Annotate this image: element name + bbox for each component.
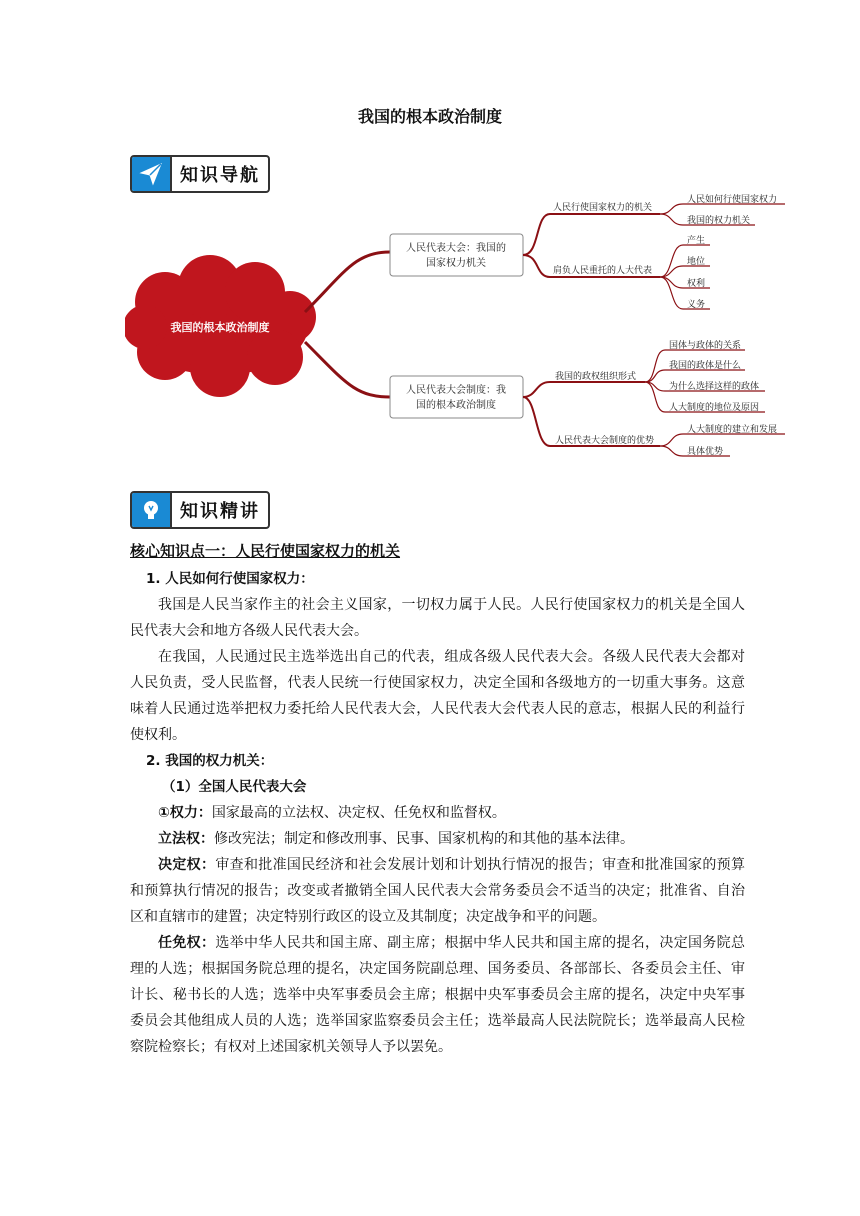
mindmap-leaf: 产生 xyxy=(687,236,706,246)
mindmap-leaf: 人民如何行使国家权力 xyxy=(687,195,778,205)
term-legislative: 立法权： xyxy=(158,831,214,847)
term-appointment: 任免权： xyxy=(158,935,216,951)
paragraph-legislative xyxy=(130,826,745,852)
paragraph-2: 在我国，人民通过民主选举选出自己的代表，组成各级人民代表大会。各级人民代表大会都对人民负责，受人民监督，代表人民统一行使国家权力，决定全国和各级地方的一切重大事务。这意味着人民通过选举把权力委托给人民代表大会，人民代表大会代表人民的意志，根据人民的利益行使权利。 xyxy=(130,649,745,743)
mindmap-leaf: 具体优势 xyxy=(687,447,724,457)
mindmap-b1-sub2: 肩负人民重托的人大代表 xyxy=(553,266,653,276)
mindmap-b1-sub1: 人民行使国家权力的机关 xyxy=(553,203,653,213)
text-appointment: 选举中华人民共和国主席、副主席；根据中华人民共和国主席的提名，决定国务院总理的人选；根据国务院总理的提名，决定国务院副总理、国务委员、各部部长、各委员会主任、审计长、秘书长的人选；选举中央军事委员会主席；根据中央军事委员会主席的提名，决定中央军事委员会其他组成人员的人选；选举国家监察委员会主任；选举最高人民法院院长；选举最高人民检察院检察长；有权对上述国家机关领导人予以罢免。 xyxy=(130,935,746,1055)
mind-map xyxy=(125,192,790,472)
mindmap-branch-1-line2: 国家权力机关 xyxy=(426,258,486,269)
knowledge-nav-banner xyxy=(130,155,270,193)
mindmap-branch-1-line1: 人民代表大会：我国的 xyxy=(406,243,506,254)
banner-label-nav: 知识导航 xyxy=(180,165,260,186)
term-decision: 决定权： xyxy=(158,857,216,873)
paragraph-1: 我国是人民当家作主的社会主义国家，一切权力属于人民。人民行使国家权力的机关是全国人民代表大会和地方各级人民代表大会。 xyxy=(130,597,745,639)
content-body xyxy=(130,538,745,1060)
subheading-1: 1. 人民如何行使国家权力： xyxy=(146,571,314,587)
mindmap-leaf: 国体与政体的关系 xyxy=(669,341,742,351)
text-power: 国家最高的立法权、决定权、任免权和监督权。 xyxy=(211,805,506,821)
subheading-2a: （1）全国人民代表大会 xyxy=(162,779,307,795)
paragraph-decision xyxy=(130,852,745,930)
mindmap-leaf: 为什么选择这样的政体 xyxy=(669,382,760,392)
mindmap-leaf: 人大制度的地位及原因 xyxy=(669,403,760,413)
mindmap-b2-sub1: 我国的政权组织形式 xyxy=(555,372,637,382)
paper-plane-icon xyxy=(132,157,172,191)
mindmap-leaf: 权利 xyxy=(687,279,706,289)
mindmap-leaf: 我国的权力机关 xyxy=(687,216,751,226)
text-decision: 审查和批准国民经济和社会发展计划和计划执行情况的报告；审查和批准国家的预算和预算执行情况的报告；改变或者撤销全国人民代表大会常务委员会不适当的决定；批准省、自治区和直辖市的建置；决定特别行政区的设立及其制度；决定战争和平的问题。 xyxy=(130,857,746,925)
mindmap-leaf: 义务 xyxy=(687,300,706,310)
paragraph-appointment xyxy=(130,930,745,1060)
mindmap-branch-2 xyxy=(390,376,523,418)
subheading-2: 2. 我国的权力机关： xyxy=(146,753,274,769)
term-power: ①权力： xyxy=(158,805,212,821)
mindmap-b2-sub2: 人民代表大会制度的优势 xyxy=(555,436,655,446)
mindmap-leaf: 地位 xyxy=(687,257,706,267)
mindmap-leaf: 人大制度的建立和发展 xyxy=(687,425,778,435)
mindmap-root-label: 我国的根本政治制度 xyxy=(170,321,270,334)
mindmap-branch-2-line1: 人民代表大会制度：我 xyxy=(406,385,506,396)
text-legislative: 修改宪法；制定和修改刑事、民事、国家机构的和其他的基本法律。 xyxy=(214,831,634,847)
paragraph-power xyxy=(130,800,745,826)
page-title: 我国的根本政治制度 xyxy=(357,107,502,126)
section-heading: 核心知识点一：人民行使国家权力的机关 xyxy=(130,542,401,560)
mindmap-leaf: 我国的政体是什么 xyxy=(669,361,742,371)
lightbulb-icon xyxy=(132,493,172,527)
mindmap-branch-2-line2: 国的根本政治制度 xyxy=(416,400,496,411)
mindmap-branch-1 xyxy=(390,234,523,276)
banner-label-lecture: 知识精讲 xyxy=(180,501,260,522)
knowledge-lecture-banner xyxy=(130,491,270,529)
